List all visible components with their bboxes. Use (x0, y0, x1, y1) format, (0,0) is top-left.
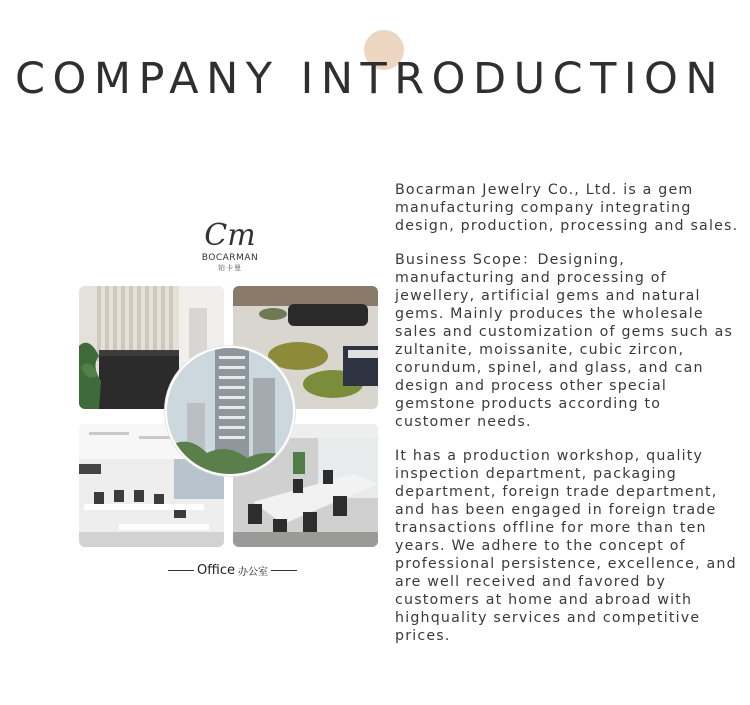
caption-chinese: 办公室 (237, 566, 268, 578)
logo-chinese-name: 铂卡曼 (218, 264, 242, 272)
logo-name: BOCARMAN (201, 253, 259, 263)
company-description (395, 181, 740, 661)
description-paragraph-departments: It has a production workshop, quality inspection department, packaging department, foreign trade department, and has been engaged in foreign trade transactions offline for more than ten years. We adhere to the concept of professional persistence, excellence, and are well received and favored by customers at home and abroad with highquality services and competitive prices. (395, 448, 737, 644)
logo-mark: Cm (204, 218, 256, 253)
company-logo (190, 220, 270, 273)
caption-right-line (271, 570, 297, 571)
gallery-caption (165, 561, 300, 579)
caption-left-line (168, 570, 194, 571)
description-paragraph-intro: Bocarman Jewelry Co., Ltd. is a gem manufacturing company integrating design, production, processing and sales. (395, 182, 739, 234)
page-title: COMPANY INTRODUCTION (15, 53, 726, 104)
building-photo (165, 346, 295, 476)
title-area (0, 22, 750, 104)
caption-english: Office (197, 562, 235, 578)
description-paragraph-scope: Business Scope：Designing, manufacturing and processing of jewellery, artificial gems and natural gems. Mainly produces the wholesale sales and customization of gems such as zultanite, moissanite, cubic zircon, corundum, spinel, and glass, and can design and process other special gemstone products according to customer needs. (395, 252, 734, 430)
